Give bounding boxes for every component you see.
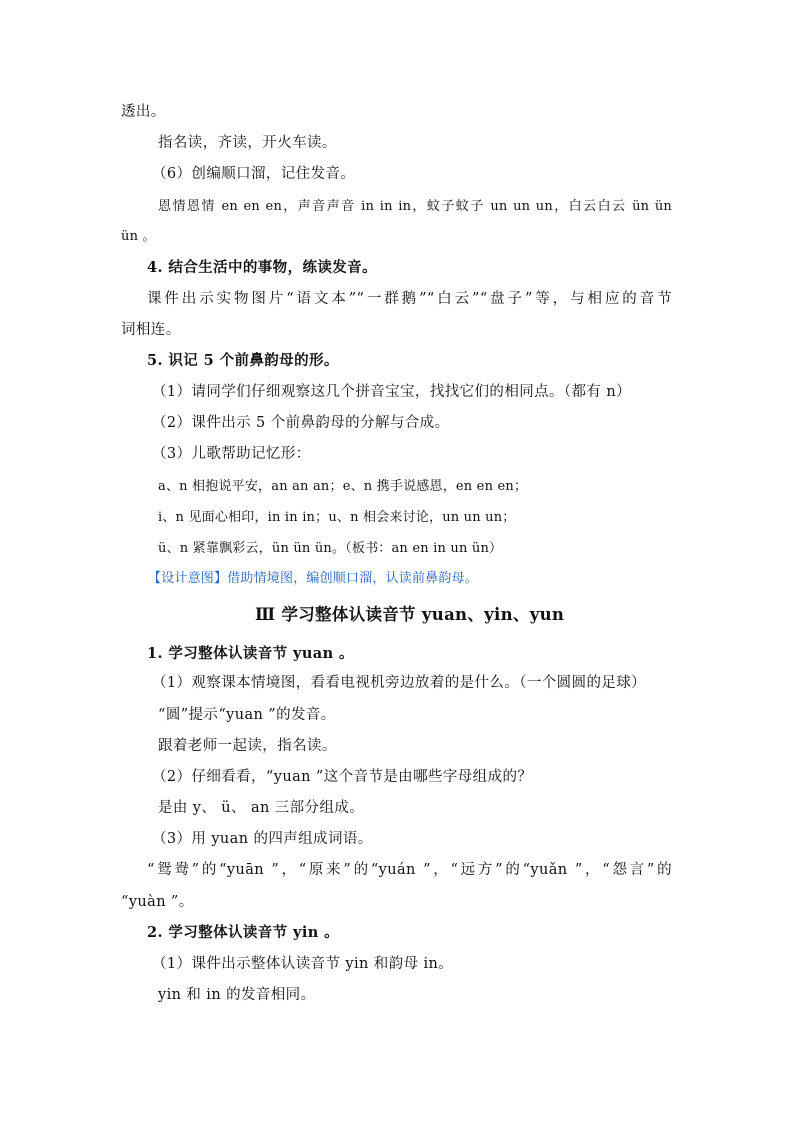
text-line: （3）用 yuan 的四声组成词语。 <box>152 831 373 847</box>
text-line: “圆”提示“yuan ”的发音。 <box>158 707 336 723</box>
text-line: ün 。 <box>121 229 156 244</box>
text-line: a、n 相抱说平安，an an an；e、n 携手说感恩，en en en； <box>158 479 528 494</box>
text-line: （3）儿歌帮助记忆形： <box>152 446 311 462</box>
text-line: 跟着老师一起读，指名读。 <box>158 738 337 754</box>
text-line: （2）课件出示 5 个前鼻韵母的分解与合成。 <box>152 415 450 431</box>
text-line: 透出。 <box>121 104 166 120</box>
text-line: 是由 y、 ü、 an 三部分组成。 <box>158 800 365 816</box>
section-heading: 5. 识记 5 个前鼻韵母的形。 <box>147 352 339 369</box>
text-line: 恩情恩情 en en en，声音声音 in in in，蚊子蚊子 un un un，白云白云 ün ün <box>158 199 672 214</box>
text-line: 词相连。 <box>121 322 181 338</box>
text-line: ü、n 紧靠飘彩云，ün ün ün。（板书：an en in un ün） <box>158 541 503 556</box>
text-line: 课件出示实物图片“语文本”“一群鹅”“白云”“盘子”等，与相应的音节 <box>147 291 672 307</box>
text-line: （6）创编顺口溜，记住发音。 <box>152 166 356 182</box>
text-line: 指名读，齐读，开火车读。 <box>158 135 337 151</box>
section-heading: 4. 结合生活中的事物，练读发音。 <box>147 259 377 276</box>
text-line: yin 和 in 的发音相同。 <box>158 987 316 1003</box>
text-line: “鸳鸯”的“yuān ”，“原来”的“yuán ”，“远方”的“yuǎn ”，“怨言”的 <box>147 862 672 878</box>
chapter-heading: Ⅲ 学习整体认读音节 yuan、yin、yun <box>255 605 565 624</box>
text-line: （1）请同学们仔细观察这几个拼音宝宝，找找它们的相同点。（都有 n） <box>152 384 632 400</box>
design-intent-note: 【设计意图】借助情境图，编创顺口溜，认读前鼻韵母。 <box>148 571 479 586</box>
text-line: “yuàn ”。 <box>121 894 194 910</box>
text-line: i、n 见面心相印，in in in；u、n 相会来讨论，un un un； <box>158 510 516 525</box>
section-heading: 1. 学习整体认读音节 yuan 。 <box>147 645 354 662</box>
text-line: （2）仔细看看，“yuan ”这个音节是由哪些字母组成的？ <box>152 769 533 785</box>
text-line: （1）课件出示整体认读音节 yin 和韵母 in。 <box>152 956 454 972</box>
text-line: （1）观察课本情境图，看看电视机旁边放着的是什么。（一个圆圆的足球） <box>152 675 647 691</box>
section-heading: 2. 学习整体认读音节 yin 。 <box>147 924 340 941</box>
